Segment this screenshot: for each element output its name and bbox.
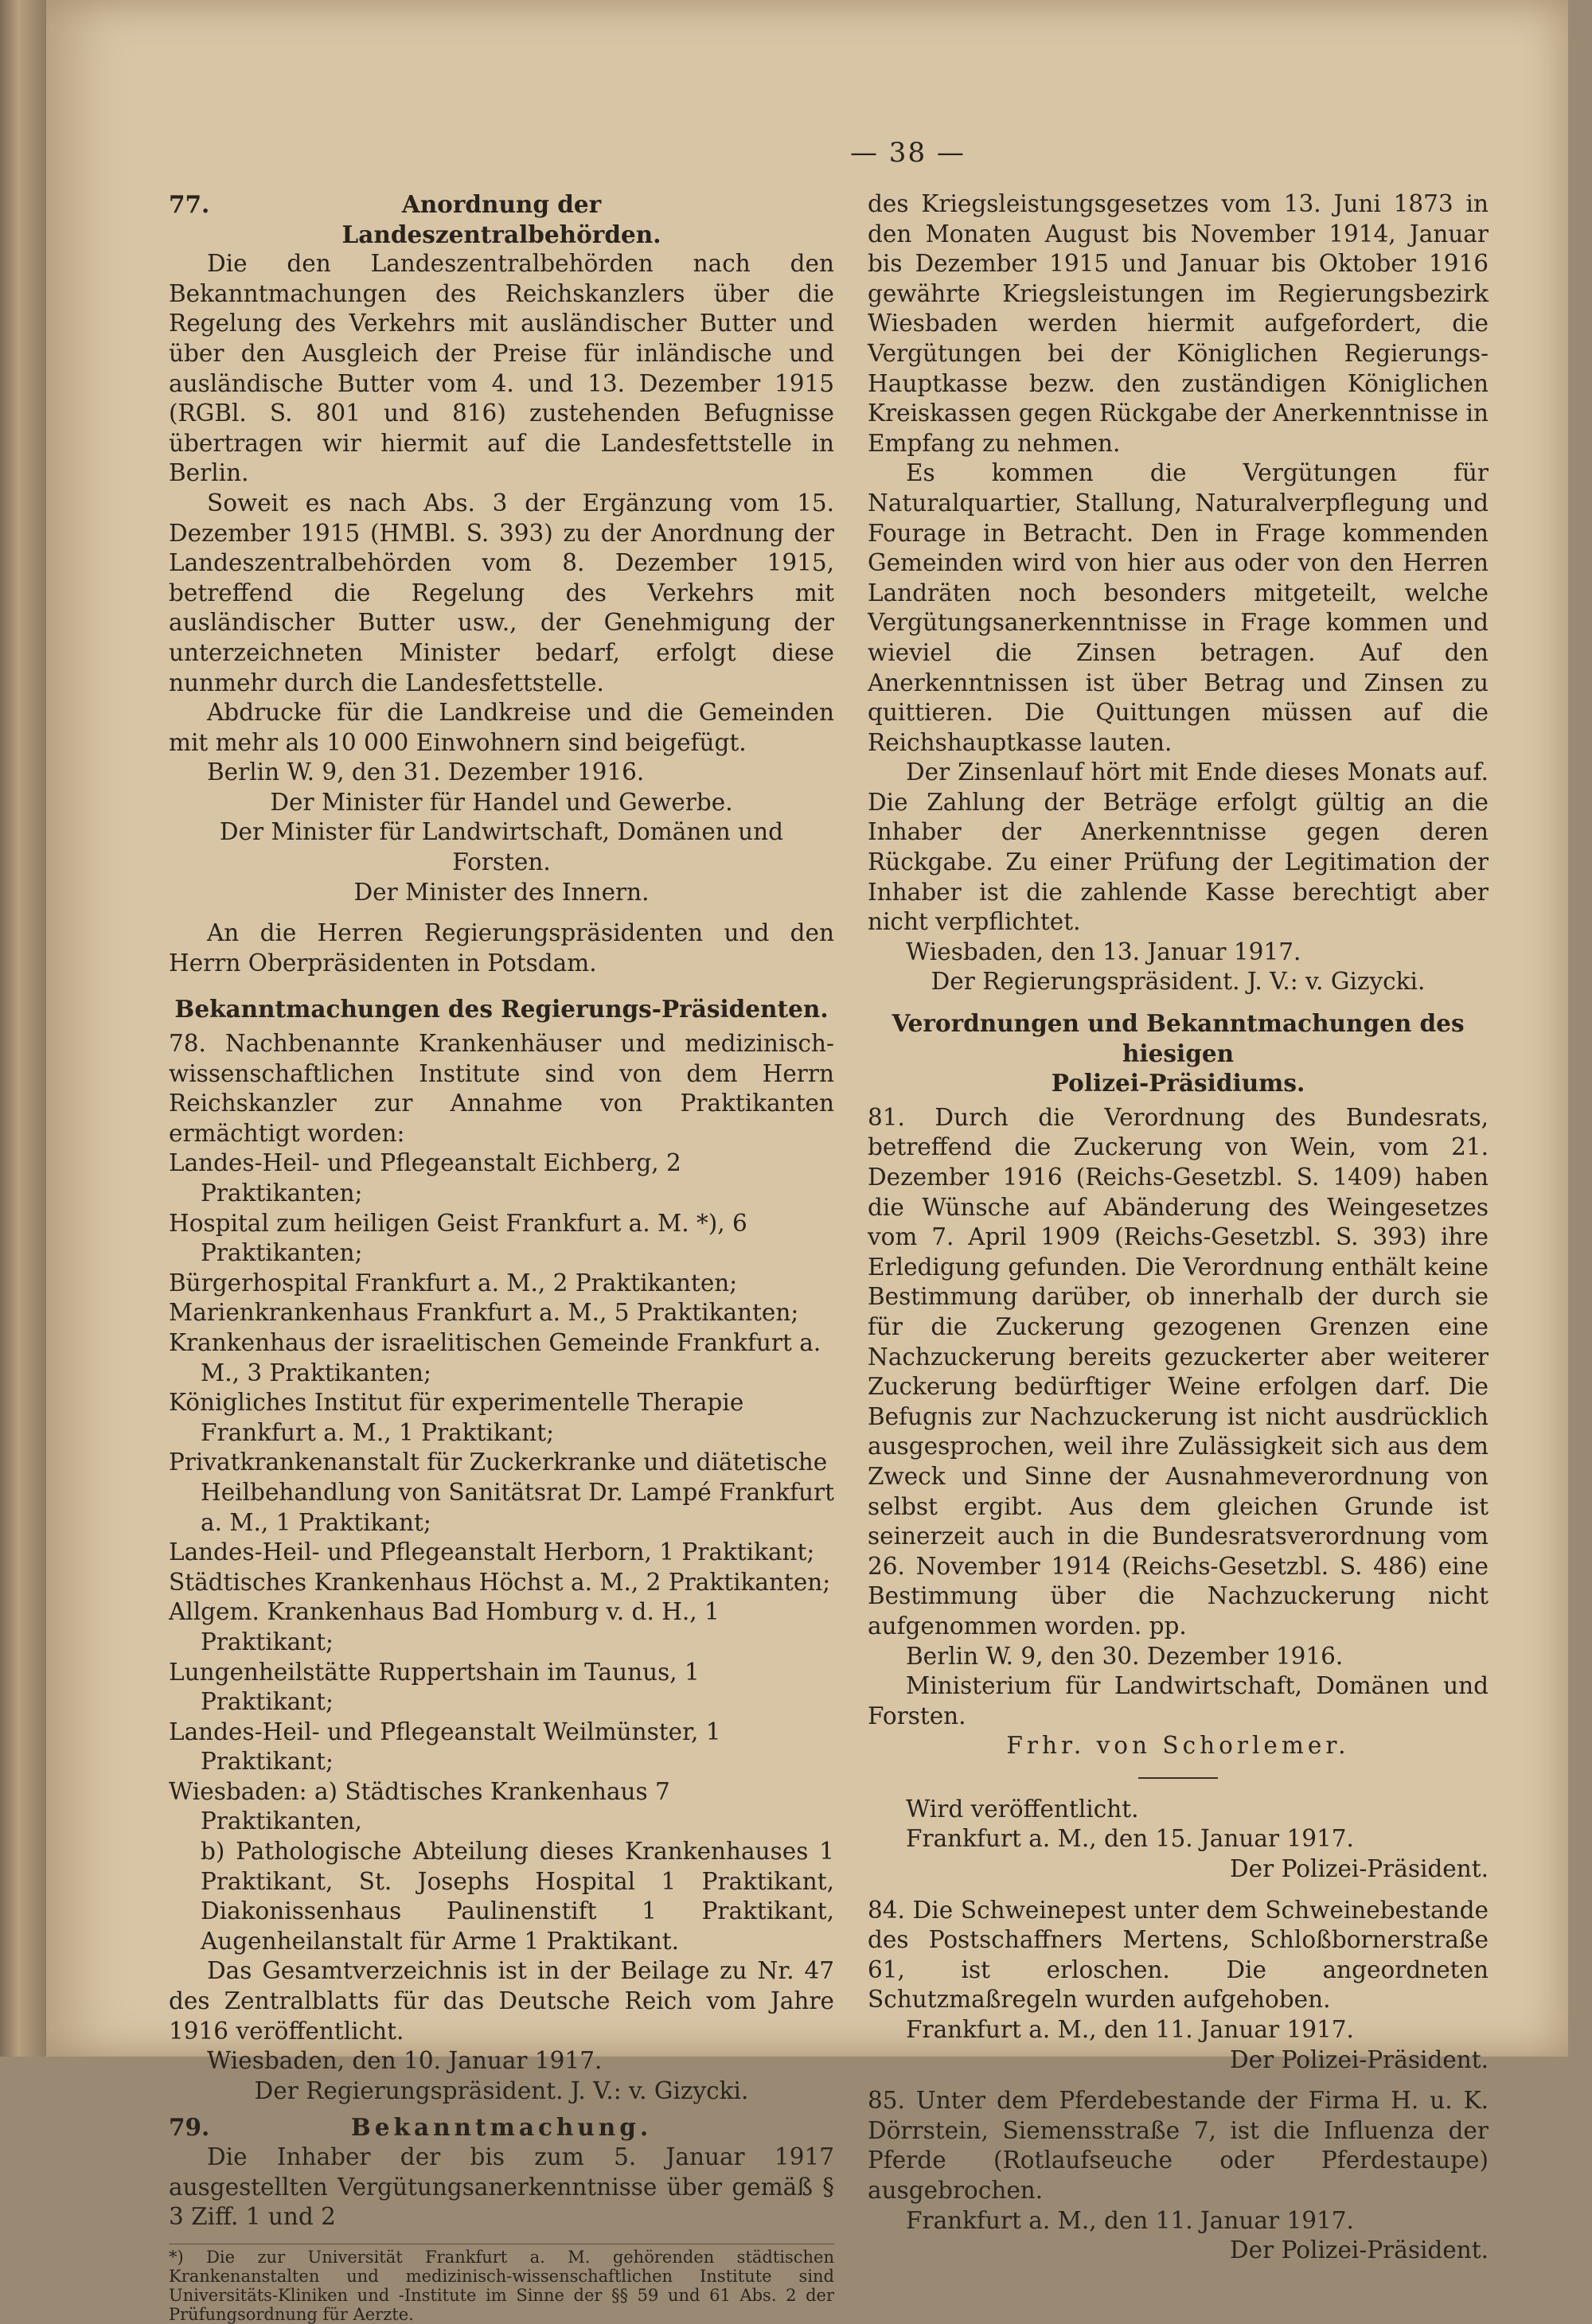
section-77-number: 77.: [169, 190, 210, 218]
section-79-number: 79.: [169, 2113, 210, 2142]
page-number: — 38 —: [850, 137, 966, 169]
section-85-paragraph: 85. Unter dem Pferdebestande der Firma H. u. K. Dörrstein, Siemensstraße 7, ist die Influenza der Pferde (Rotlaufseuche oder Pferdestaupe) ausgebrochen.: [868, 2087, 1489, 2204]
section-85-date: Frankfurt a. M., den 11. Januar 1917.: [906, 2206, 1354, 2234]
divider: [1138, 1777, 1218, 1779]
section-79-date: Wiesbaden, den 13. Januar 1917.: [906, 938, 1301, 965]
section-78-signature: Der Regierungspräsident. J. V.: v. Gizycki.: [254, 2076, 749, 2104]
section-79-paragraph: Die Inhaber der bis zum 5. Januar 1917 ausgestellten Vergütungsanerkenntnisse über gemäß § 3 Ziff. 1 und 2: [169, 2143, 834, 2231]
section-78-list-item: Städtisches Krankenhaus Höchst a. M., 2 Praktikanten;: [169, 1568, 831, 1596]
section-78-intro: 78. Nachbenannte Krankenhäuser und medizinisch-wissenschaftlichen Institute sind von dem Herrn Reichskanzler zur Annahme von Praktikanten ermächtigt worden:: [169, 1030, 834, 1147]
section-78-list: [169, 1148, 834, 1837]
section-77-paragraph: Die den Landeszentralbehörden nach den Bekanntmachungen des Reichskanzlers über die Regelung des Verkehrs mit ausländischer Butter und über den Ausgleich der Preise für inländische und ausländische Butter vom 4. und 13. Dezember 1915 (RGBl. S. 801 und 816) zustehenden Befugnisse übertragen wir hiermit auf die Landesfettstelle in Berlin.: [169, 250, 834, 487]
section-78-list-item: Krankenhaus der israelitischen Gemeinde Frankfurt a. M., 3 Praktikanten;: [169, 1328, 821, 1386]
section-81-paragraph: 81. Durch die Verordnung des Bundesrats, betreffend die Zuckerung von Wein, vom 21. Dezember 1916 (Reichs-Gesetzbl. S. 1409) haben die Wünsche auf Abänderung des Weingesetzes vom 7. April 1909 (Reichs-Gesetzbl. S. 393) ihre Erledigung gefunden. Die Verordnung enthält keine Bestimmung darüber, ob innerhalb der durch sie für die Zuckerung gezogenen Grenzen eine Nachzuckerung bereits gezuckerter aber weiterer Zuckerung bedürftiger Weine erfolgen darf. Die Befugnis zur Nachzuckerung ist nicht ausdrücklich ausgesprochen, weil ihre Zulässigkeit sich aus dem Zweck und Sinne der Ausnahmeverordnung von selbst ergibt. Aus dem gleichen Grunde ist seinerzeit auch in die Bundesratsverordnung vom 26. November 1914 (Reichs-Gesetzbl. S. 486) eine Bestimmung über die Nachzuckerung nicht aufgenommen worden. pp.: [868, 1103, 1489, 1640]
section-79-signature: Der Regierungspräsident. J. V.: v. Gizycki.: [931, 968, 1426, 996]
section-78-paragraph: Das Gesamtverzeichnis ist in der Beilage zu Nr. 47 des Zentralblatts für das Deutsche Reich vom Jahre 1916 veröffentlicht.: [169, 1957, 834, 2045]
section-79-heading: [169, 2112, 834, 2143]
section-78-list-item: Hospital zum heiligen Geist Frankfurt a. M. *), 6 Praktikanten;: [169, 1209, 747, 1267]
section-81-signature: Frhr. von Schorlemer.: [1006, 1732, 1350, 1760]
footnote: *) Die zur Universität Frankfurt a. M. gehörenden städtischen Krankenanstalten und medizinisch-wissenschaftlichen Institute sind Universitäts-Kliniken und -Institute im Sinne der §§ 59 und 61 Abs. 2 der Prüfungsordnung für Aerzte.: [169, 2244, 834, 2324]
left-column: [169, 189, 834, 2324]
right-column: [868, 189, 1489, 2266]
section-79-paragraph: Es kommen die Vergütungen für Naturalquartier, Stallung, Naturalverpflegung und Fourage in Betracht. Den in Frage kommenden Gemeinden wird von hier aus oder von den Herren Landräten noch besonders mitgeteilt, welche Vergütungsanerkenntnisse in Frage kommen und wieviel die Zinsen betragen. Auf den Anerkenntnissen ist über Betrag und Zinsen zu quittieren. Die Quittungen müssen auf die Reichshauptkasse lauten.: [868, 459, 1489, 756]
section-78-item-b: b) Pathologische Abteilung dieses Krankenhauses 1 Praktikant, St. Josephs Hospital 1 Praktikant, Diakonissenhaus Paulinenstift 1 Praktikant, Augenheilanstalt für Arme 1 Praktikant.: [201, 1838, 834, 1955]
section-heading-regierung: Bekanntmachungen des Regierungs-Präsidenten.: [174, 995, 829, 1024]
section-81-publication: Wird veröffentlicht.: [906, 1795, 1139, 1823]
section-78-list-item: Allgem. Krankenhaus Bad Homburg v. d. H., 1 Praktikant;: [169, 1598, 720, 1655]
section-78-list-item: Landes-Heil- und Pflegeanstalt Herborn, 1 Praktikant;: [169, 1538, 815, 1566]
section-84-date: Frankfurt a. M., den 11. Januar 1917.: [906, 2016, 1354, 2044]
section-78-list-item: Königliches Institut für experimentelle Therapie Frankfurt a. M., 1 Praktikant;: [169, 1389, 744, 1446]
section-77-paragraph: Abdrucke für die Landkreise und die Gemeinden mit mehr als 10 000 Einwohnern sind beigefügt.: [169, 699, 834, 756]
section-79-paragraph: des Kriegsleistungsgesetzes vom 13. Juni 1873 in den Monaten August bis November 1914, Januar bis Dezember 1915 und Januar bis Oktober 1916 gewährte Kriegsleistungen im Regierungsbezirk Wiesbaden werden hiermit aufgefordert, die Vergütungen bei der Königlichen Regierungs-Hauptkasse bezw. den zuständigen Königlichen Kreiskassen gegen Rückgabe der Anerkenntnisse in Empfang zu nehmen.: [868, 190, 1489, 457]
section-79-title: Bekanntmachung.: [350, 2113, 653, 2142]
section-81-publication-date: Frankfurt a. M., den 15. Januar 1917.: [906, 1825, 1354, 1853]
section-77-signature: Der Minister des Innern.: [353, 878, 650, 906]
section-84-signature: Der Polizei-Präsident.: [1230, 2045, 1489, 2073]
section-78-list-item: Bürgerhospital Frankfurt a. M., 2 Praktikanten;: [169, 1269, 738, 1297]
section-77-signature: Der Minister für Handel und Gewerbe.: [270, 788, 733, 816]
section-81-signature: Ministerium für Landwirtschaft, Domänen und Forsten.: [868, 1672, 1489, 1729]
section-81-date: Berlin W. 9, den 30. Dezember 1916.: [906, 1642, 1344, 1670]
section-79-paragraph: Der Zinsenlauf hört mit Ende dieses Monats auf. Die Zahlung der Beträge erfolgt gültig an die Inhaber der Anerkenntnisse gegen deren Rückgabe. Zu einer Prüfung der Legitimation der Inhaber ist die zahlende Kasse berechtigt aber nicht verpflichtet.: [868, 758, 1489, 936]
section-77-paragraph: Soweit es nach Abs. 3 der Ergänzung vom 15. Dezember 1915 (HMBl. S. 393) zu der Anordnung der Landeszentralbehörden vom 8. Dezember 1915, betreffend die Regelung des Verkehrs mit ausländischer Butter usw., der Genehmigung der unterzeichneten Minister bedarf, erfolgt diese nunmehr durch die Landesfettstelle.: [169, 489, 834, 696]
section-78-list-item: Landes-Heil- und Pflegeanstalt Eichberg, 2 Praktikanten;: [169, 1149, 681, 1207]
section-78-list-item: Wiesbaden: a) Städtisches Krankenhaus 7 Praktikanten,: [169, 1777, 670, 1835]
section-78-list-item: Lungenheilstätte Ruppertshain im Taunus, 1 Praktikant;: [169, 1658, 700, 1716]
section-78-list-item: Privatkrankenanstalt für Zuckerkranke und diätetische Heilbehandlung von Sanitätsrat Dr. Lampé Frankfurt a. M., 1 Praktikant;: [169, 1449, 834, 1536]
section-77-title: Anordnung der Landeszentralbehörden.: [341, 190, 661, 248]
section-81-publication-signature: Der Polizei-Präsident.: [1230, 1855, 1489, 1883]
section-85-signature: Der Polizei-Präsident.: [1230, 2236, 1489, 2264]
section-78-date: Wiesbaden, den 10. Januar 1917.: [207, 2047, 603, 2075]
section-77-signature: Der Minister für Landwirtschaft, Domänen und Forsten.: [219, 818, 784, 876]
section-78-list-item: Landes-Heil- und Pflegeanstalt Weilmünster, 1 Praktikant;: [169, 1718, 721, 1776]
section-77-addressee: An die Herren Regierungspräsidenten und den Herrn Oberpräsidenten in Potsdam.: [169, 919, 834, 977]
book-spine: [0, 0, 46, 2057]
section-heading-polizei: Polizei-Präsidiums.: [1051, 1069, 1305, 1098]
section-84-paragraph: 84. Die Schweinepest unter dem Schweinebestande des Postschaffners Mertens, Schloßbornerstraße 61, ist erloschen. Die angeordneten Schutzmaßregeln wurden aufgehoben.: [868, 1896, 1489, 2014]
section-77-date: Berlin W. 9, den 31. Dezember 1916.: [207, 758, 645, 786]
section-78-list-item: Marienkrankenhaus Frankfurt a. M., 5 Praktikanten;: [169, 1299, 799, 1327]
section-77-heading: [169, 189, 834, 249]
section-heading-polizei: Verordnungen und Bekanntmachungen des hiesigen: [892, 1009, 1465, 1067]
